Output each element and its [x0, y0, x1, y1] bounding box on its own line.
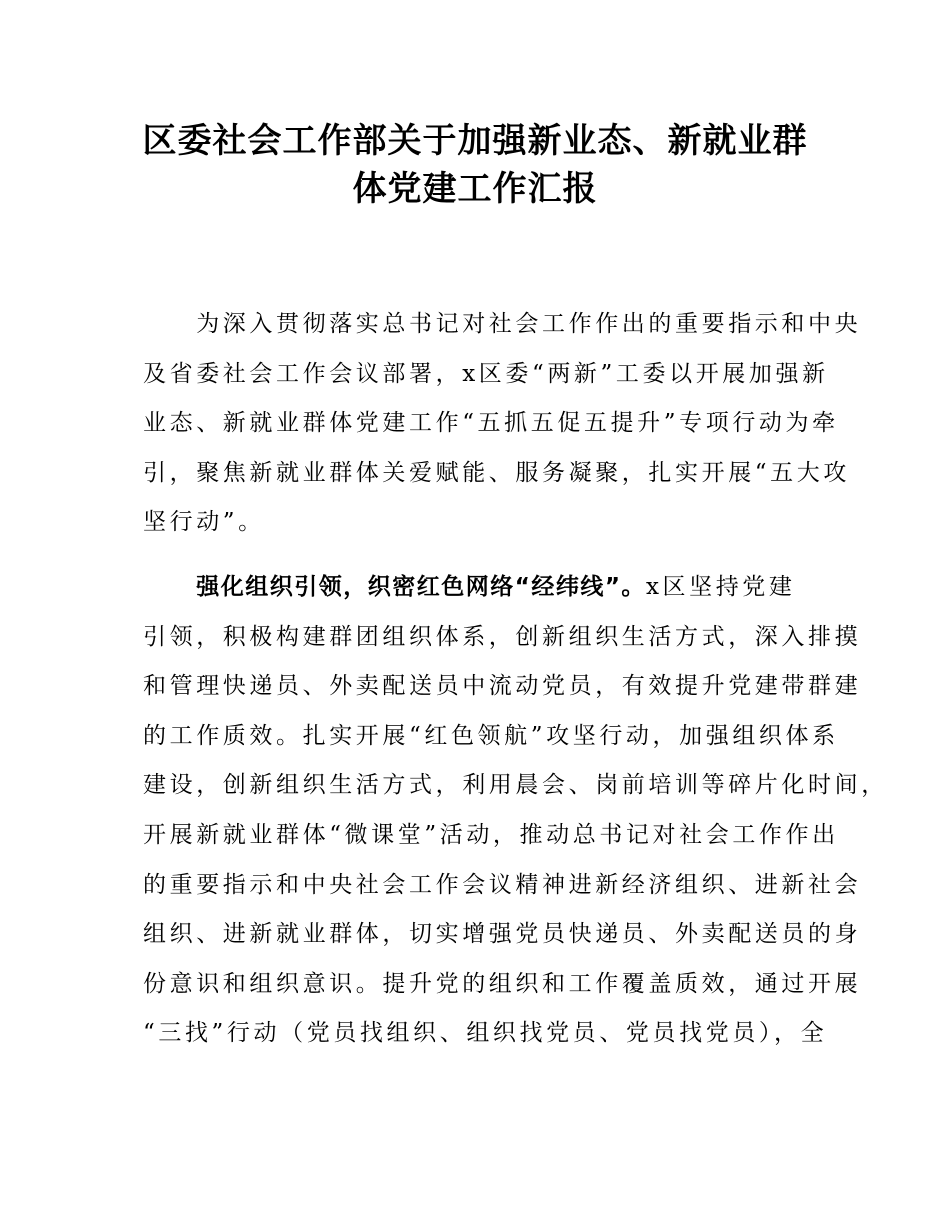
paragraph-line: 的工作质效。扎实开展“红色领航”攻坚行动，加强组织体系 [143, 722, 839, 749]
paragraph-organization [143, 563, 888, 1059]
paragraph-intro [143, 300, 862, 548]
paragraph-first-line [143, 563, 823, 613]
paragraph-heading: 强化组织引领，织密红色网络“经纬线”。 [196, 574, 646, 600]
paragraph-line: 业态、新就业群体党建工作“五抓五促五提升”专项行动为牵 [143, 410, 839, 437]
paragraph-line: 的重要指示和中央社会工作会议精神进新经济组织、进新社会 [143, 871, 862, 898]
paragraph-line: 建设，创新组织生活方式，利用晨会、岗前培训等碎片化时间， [143, 772, 888, 799]
paragraph-line: “三找”行动（党员找组织、组织找党员、党员找党员），全 [143, 1020, 828, 1047]
document-title-line-2: 体党建工作汇报 [352, 169, 598, 209]
paragraph-line: 和管理快递员、外卖配送员中流动党员，有效提升党建带群建 [143, 673, 862, 700]
paragraph-line: 及省委社会工作会议部署，x区委“两新”工委以开展加强新 [143, 360, 829, 387]
paragraph-line: 坚行动”。 [143, 509, 265, 536]
paragraph-heading-rest: x区坚持党建 [645, 574, 796, 600]
paragraph-line: 份意识和组织意识。提升党的组织和工作覆盖质效，通过开展 [143, 970, 862, 997]
paragraph-line: 组织、进新就业群体，切实增强党员快递员、外卖配送员的身 [143, 921, 862, 948]
paragraph-line: 引，聚焦新就业群体关爱赋能、服务凝聚，扎实开展“五大攻 [143, 459, 850, 486]
paragraph-line: 开展新就业群体“微课堂”活动，推动总书记对社会工作作出 [143, 821, 839, 848]
paragraph-line: 引领，积极构建群团组织体系，创新组织生活方式，深入排摸 [143, 623, 862, 650]
paragraph-line: 为深入贯彻落实总书记对社会工作作出的重要指示和中央 [143, 311, 862, 337]
document-title-line-1: 区委社会工作部关于加强新业态、新就业群 [142, 121, 808, 161]
